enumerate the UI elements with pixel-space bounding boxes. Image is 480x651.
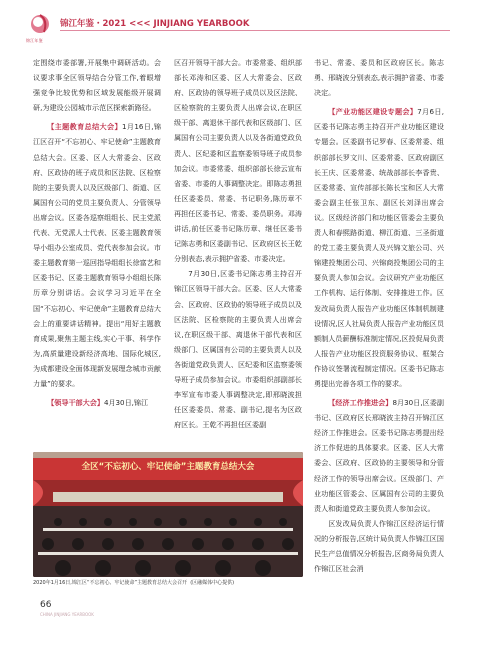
text-column-1 [33, 55, 161, 410]
caption-credit: (区融媒体中心提供) [190, 580, 235, 586]
paragraph: 书记、常委、委员和区政府区长。陈志勇、邢晓波分别表态,表示拥护省委、市委决定。 [314, 58, 444, 98]
section-heading: 【主题教育总结大会】 [47, 122, 122, 132]
logo-text: 锦江年鉴 [26, 38, 43, 43]
section-body: 1月16日,锦江区召开“不忘初心、牢记使命”主题教育总结大会。区委、区人大常委会、区政府、区政协的班子成员和区法院、区检察院的主要负责人以及区级部门、街道、区属国有公司的党员主要负责人、分管领导出席会议。区委各巡察组组长、民主党派代表、无党派人士代表、区委主题教育领导小组办公室成员、党代表参加会议。市委主题教育第一巡回指导组组长徐富艺和区委书记、区委主题教育领导小组组长陈历章分别讲话。会议学习习近平在全国“不忘初心、牢记使命”主题教育总结大会上的重要讲话精神。提出“用好主题教育成果,聚焦主题主线,实心干事、科学作为,高质量建设新经济高地、国际化城区,为成都建设全面体现新发展理念城市贡献力量”的要求。 [33, 122, 162, 388]
page-header [0, 0, 480, 52]
paragraph: 定围绕市委部署,开展集中调研活动。会议要求事全区领导结合分管工作,着眼增强竞争比较优势和区域发展能级开展调研,为建设公园城市示范区探索新路径。 [33, 58, 161, 113]
section-meeting-summary [33, 119, 161, 391]
section-heading: 【产业功能区建设专题会】 [328, 107, 418, 117]
meeting-photo [33, 452, 303, 577]
yearbook-logo-icon [30, 14, 50, 36]
photo-banner-text: 全区“不忘初心、牢记使命”主题教育总结大会 [81, 462, 255, 472]
header-title: 锦江年鉴・2021 <<< JINJIANG YEARBOOK [60, 19, 250, 29]
header-divider [60, 30, 450, 31]
section-heading: 【领导干部大会】 [47, 398, 104, 408]
photo-caption [33, 579, 303, 586]
section-industry-meeting [314, 104, 444, 391]
paragraph: 区召开领导干部大会。市委常委、组织部部长邓涛和区委、区人大常委会、区政府、区政协的领导班子成员以及区法院、区检察院的主要负责人出席会议,在职区级干部、离退休干部代表和区级部门、区属国有公司主要负责人以及各街道党政负责人、区纪委和区监察委领导班子成员参加会议。市委常委、组织部部长徐云宣布省委、市委的人事调整决定。即陈志勇担任区委委员、常委、书记职务,陈历章不再担任区委书记、常委、委员职务。邓涛讲话,前任区委书记陈历章、继任区委书记陈志勇和区委副书记、区政府区长王乾分别表态,表示拥护省委、市委决定。 [174, 58, 302, 264]
paragraph: 区发改局负责人作锦江区经济运行情况的分析报告,区统计局负责人作锦江区国民生产总值情况分析报告,区商务局负责人作锦江区社会消 [314, 518, 444, 574]
section-heading: 【经济工作推进会】 [328, 398, 393, 408]
paragraph: 7月30日,区委书记陈志勇主持召开锦江区领导干部大会。区委、区人大常委会、区政府、区政协的领导班子成员以及区法院、区检察院的主要负责人出席会议,在职区级干部、离退休干部代表和区级部门、区属国有公司的主要负责人以及各街道党政负责人、区纪委和区监察委领导班子成员参加会议。市委组织部副部长李军宣布市委人事调整决定,即邢晓波担任区委委员、常委、副书记,提名为区政府区长。王乾不再担任区委副 [174, 269, 302, 430]
section-body: 8月30日,区委副书记、区政府区长邢晓波主持召开锦江区经济工作推进会。区委书记陈志勇提出经济工作促进的具体要求。区委、区人大常委会、区政府、区政协的主要领导和分管经济工作的领导出席会议。区级部门、产业功能区管委会、区属国有公司的主要负责人和街道党政主要负责人参加会议。 [314, 398, 445, 513]
text-column-2 [174, 55, 302, 432]
page-number: 66 [40, 600, 52, 610]
section-body: 7月6日,区委书记陈志勇主持召开产业功能区建设专题会。区委副书记罗春、区委常委、组织部部长罗文川、区委常委、区政府副区长王庆、区委常委、统战部部长李香贵、区委常委、宣传部部长陈长宝和区人大常委会副主任张卫东、副区长刘泽出席会议。区级经济部门和功能区管委会主要负责人和春熙路街道、柳江街道、三圣街道的党工委主要负责人及兴锦文旅公司、兴锦建投集团公司、兴锦商投集团公司的主要负责人参加会议。会议研究产业功能区工作机构、运行体制、安排推进工作。区发改局负责人报告产业功能区体制机制建设情况,区人社局负责人报告产业功能区员额制人员薪酬标准制定情况,区投促局负责人报告产业功能区投资服务协议、框架合作协议签署流程制定情况。区委书记陈志勇提出完善各项工作的要求。 [314, 107, 444, 388]
footer-text: CHINA JINJIANG YEARBOOK [40, 612, 94, 617]
section-economy-meeting [314, 395, 444, 516]
section-cadre-meeting [33, 395, 161, 410]
caption-text: 2020年1月16日,锦江区“不忘初心、牢记使命”主题教育总结大会召开 [33, 580, 188, 586]
section-body: 4月30日,锦江 [103, 398, 149, 408]
text-column-3 [314, 55, 444, 576]
